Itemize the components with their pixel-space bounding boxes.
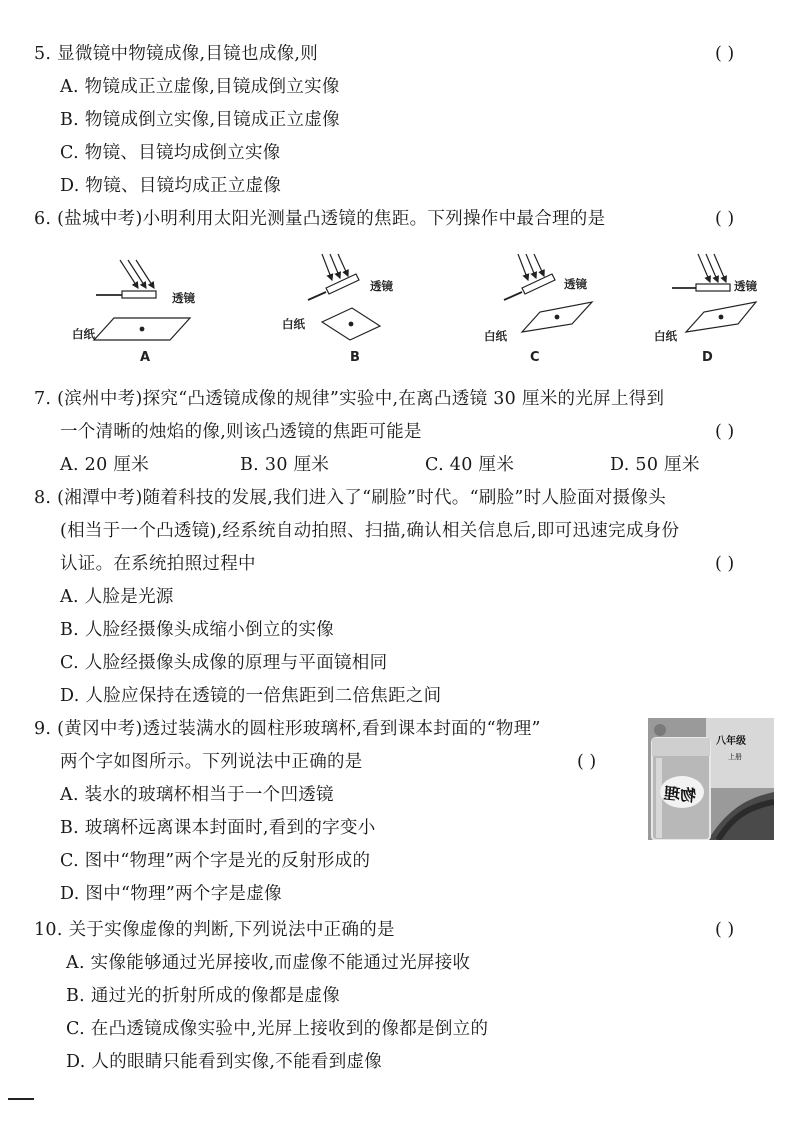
diagram-d-letter: D — [702, 350, 713, 365]
q7-stem-line1: 7. (滨州中考)探究“凸透镜成像的规律”实验中,在离凸透镜 30 厘米的光屏上得到 — [34, 389, 665, 409]
q10-option-c: C. 在凸透镜成像实验中,光屏上接收到的像都是倒立的 — [66, 1019, 489, 1039]
diagram-c-paper-label: 白纸 — [484, 329, 507, 343]
diagram-c-letter: C — [530, 350, 540, 365]
diagram-b — [308, 254, 380, 340]
diagram-b-letter: B — [350, 350, 360, 365]
q9-option-c: C. 图中“物理”两个字是光的反射形成的 — [60, 851, 371, 871]
q6-answer-blank[interactable]: ( ) — [715, 209, 735, 229]
diagram-b-lens-label: 透镜 — [370, 279, 393, 293]
cup-photo-drawing — [648, 718, 774, 840]
diagram-b-paper-label: 白纸 — [282, 317, 305, 331]
q8-stem-line1: 8. (湘潭中考)随着科技的发展,我们进入了“刷脸”时代。“刷脸”时人脸面对摄像头 — [34, 488, 667, 508]
q10-option-d: D. 人的眼睛只能看到实像,不能看到虚像 — [66, 1052, 383, 1072]
q8-stem-line2: (相当于一个凸透镜),经系统自动拍照、扫描,确认相关信息后,即可迅速完成身份 — [60, 521, 680, 541]
q8-option-a: A. 人脸是光源 — [60, 587, 174, 607]
q6-stem: 6. (盐城中考)小明利用太阳光测量凸透镜的焦距。下列操作中最合理的是 — [34, 209, 606, 229]
q9-stem-line2: 两个字如图所示。下列说法中正确的是 — [60, 752, 363, 772]
cup-photo-word-text: 物理 — [662, 783, 697, 806]
page-footer-dash — [8, 1098, 34, 1100]
q10-option-b: B. 通过光的折射所成的像都是虚像 — [66, 986, 341, 1006]
q7-answer-blank[interactable]: ( ) — [715, 422, 735, 442]
diagram-c-lens-label: 透镜 — [564, 277, 587, 291]
q9-answer-blank[interactable]: ( ) — [577, 752, 597, 772]
q8-option-c: C. 人脸经摄像头成像的原理与平面镜相同 — [60, 653, 388, 673]
q10-stem: 10. 关于实像虚像的判断,下列说法中正确的是 — [34, 920, 395, 940]
lens-setup-diagrams — [60, 250, 780, 370]
q8-stem-line3: 认证。在系统拍照过程中 — [60, 554, 256, 574]
cup-photo-volume-text: 上册 — [728, 753, 742, 761]
q6-figure — [60, 250, 780, 370]
q5-answer-blank[interactable]: ( ) — [715, 44, 735, 64]
diagram-a-lens-label: 透镜 — [172, 291, 195, 305]
q5-stem: 5. 显微镜中物镜成像,目镜也成像,则 — [34, 44, 319, 64]
diagram-a-paper-label: 白纸 — [72, 327, 95, 341]
diagram-c — [504, 254, 592, 332]
q9-option-a: A. 装水的玻璃杯相当于一个凹透镜 — [60, 785, 334, 805]
q7-option-d: D. 50 厘米 — [610, 455, 700, 475]
q9-stem-line1: 9. (黄冈中考)透过装满水的圆柱形玻璃杯,看到课本封面的“物理” — [34, 719, 541, 739]
q9-option-b: B. 玻璃杯远离课本封面时,看到的字变小 — [60, 818, 376, 838]
q7-option-c: C. 40 厘米 — [425, 455, 515, 475]
q7-stem-line2: 一个清晰的烛焰的像,则该凸透镜的焦距可能是 — [60, 422, 422, 442]
q5-option-a: A. 物镜成正立虚像,目镜成倒立实像 — [60, 77, 340, 97]
q5-option-d: D. 物镜、目镜均成正立虚像 — [60, 176, 282, 196]
q8-answer-blank[interactable]: ( ) — [715, 554, 735, 574]
q10-answer-blank[interactable]: ( ) — [715, 920, 735, 940]
q9-option-d: D. 图中“物理”两个字是虚像 — [60, 884, 282, 904]
diagram-d-paper-label: 白纸 — [654, 329, 677, 343]
q7-option-b: B. 30 厘米 — [240, 455, 330, 475]
cup-photo-grade-text: 八年级 — [716, 736, 746, 747]
q8-option-b: B. 人脸经摄像头成缩小倒立的实像 — [60, 620, 335, 640]
q5-option-b: B. 物镜成倒立实像,目镜成正立虚像 — [60, 110, 340, 130]
q10-option-a: A. 实像能够通过光屏接收,而虚像不能通过光屏接收 — [66, 953, 471, 973]
q5-option-c: C. 物镜、目镜均成倒立实像 — [60, 143, 281, 163]
q7-option-a: A. 20 厘米 — [60, 455, 149, 475]
diagram-a-letter: A — [140, 350, 151, 365]
glass-cup-photo — [648, 718, 774, 840]
q8-option-d: D. 人脸应保持在透镜的一倍焦距到二倍焦距之间 — [60, 686, 442, 706]
diagram-d-lens-label: 透镜 — [734, 279, 757, 293]
